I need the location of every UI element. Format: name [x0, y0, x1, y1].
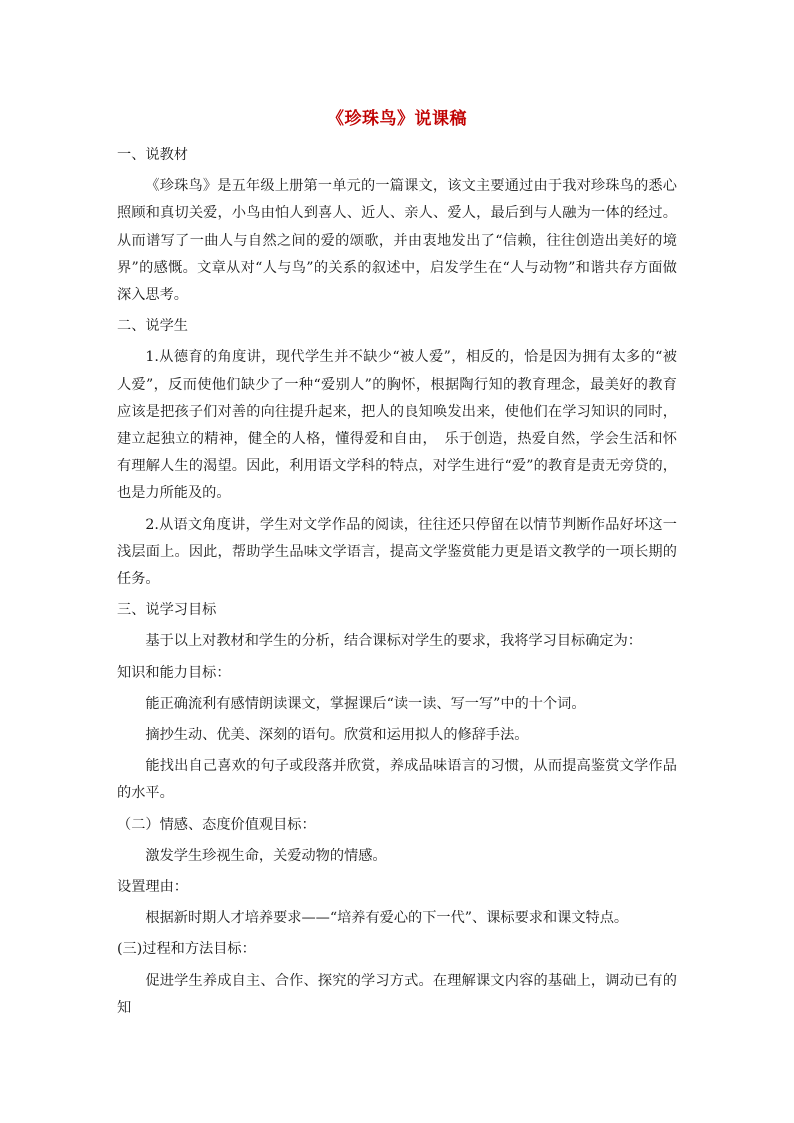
section-heading-students: 二、说学生: [117, 318, 188, 335]
document-body: [117, 142, 677, 1022]
document-title: 《珍珠鸟》说课稿: [327, 109, 467, 129]
paragraph-objectives-intro: 基于以上对教材和学生的分析，结合课标对学生的要求，我将学习目标确定为：: [145, 633, 642, 650]
paragraph-students-language: 2.从语文角度讲，学生对文学作品的阅读，往往还只停留在以情节判断作品好坏这一浅层面上。因此，帮助学生品味文学语言，提高文学鉴赏能力更是语文教学的一项长期的任务。: [117, 516, 677, 588]
objective-item-excerpt: 摘抄生动、优美、深刻的语句。欣赏和运用拟人的修辞手法。: [145, 727, 529, 744]
subheading-rationale: 设置理由：: [117, 879, 188, 896]
subheading-emotion-attitude: （二）情感、态度价值观目标：: [117, 816, 316, 833]
paragraph-teaching-material: 《珍珠鸟》是五年级上册第一单元的一篇课文，该文主要通过由于我对珍珠鸟的悉心照顾和真切关爱，小鸟由怕人到喜人、近人、亲人、爱人，最后到与人融为一体的经过。从而谱写了一曲人与自然之间的爱的颂歌，并由衷地发出了“信赖，往往创造出美好的境界”的感慨。文章从对“人与鸟”的关系的叙述中，启发学生在“人与动物”和谐共存方面做深入思考。: [117, 178, 677, 304]
objective-item-reading: 能正确流利有感情朗读课文，掌握课后“读一读、写一写”中的十个词。: [145, 695, 586, 712]
section-heading-teaching-material: 一、说教材: [117, 147, 188, 163]
objective-item-appreciation: 能找出自己喜欢的句子或段落并欣赏，养成品味语言的习惯，从而提高鉴赏文学作品的水平。: [117, 758, 677, 802]
paragraph-process-method: 促进学生养成自主、合作、探究的学习方式。在理解课文内容的基础上，调动已有的知: [117, 972, 677, 1016]
paragraph-students-moral: 1.从德育的角度讲，现代学生并不缺少“被人爱”，相反的，恰是因为拥有太多的“被人爱”，反而使他们缺少了一种“爱别人”的胸怀，根据陶行知的教育理念，最美好的教育应该是把孩子们对善的向往提升起来，把人的良知唤发出来，使他们在学习知识的同时，建立起独立的精神，健全的人格，懂得爱和自由， 乐于创造，热爱自然，学会生活和怀有理解人生的渴望。因此，利用语文学科的特点，对学生进行“爱”的教育是责无旁贷的，也是力所能及的。: [117, 349, 677, 502]
section-heading-objectives: 三、说学习目标: [117, 602, 217, 619]
objective-item-cherish-life: 激发学生珍视生命，关爱动物的情感。: [145, 847, 387, 864]
paragraph-rationale: 根据新时期人才培养要求——“培养有爱心的下一代”、课标要求和课文特点。: [145, 910, 629, 927]
subheading-knowledge-ability: 知识和能力目标：: [117, 664, 231, 681]
subheading-process-method: (三)过程和方法目标：: [117, 941, 256, 958]
